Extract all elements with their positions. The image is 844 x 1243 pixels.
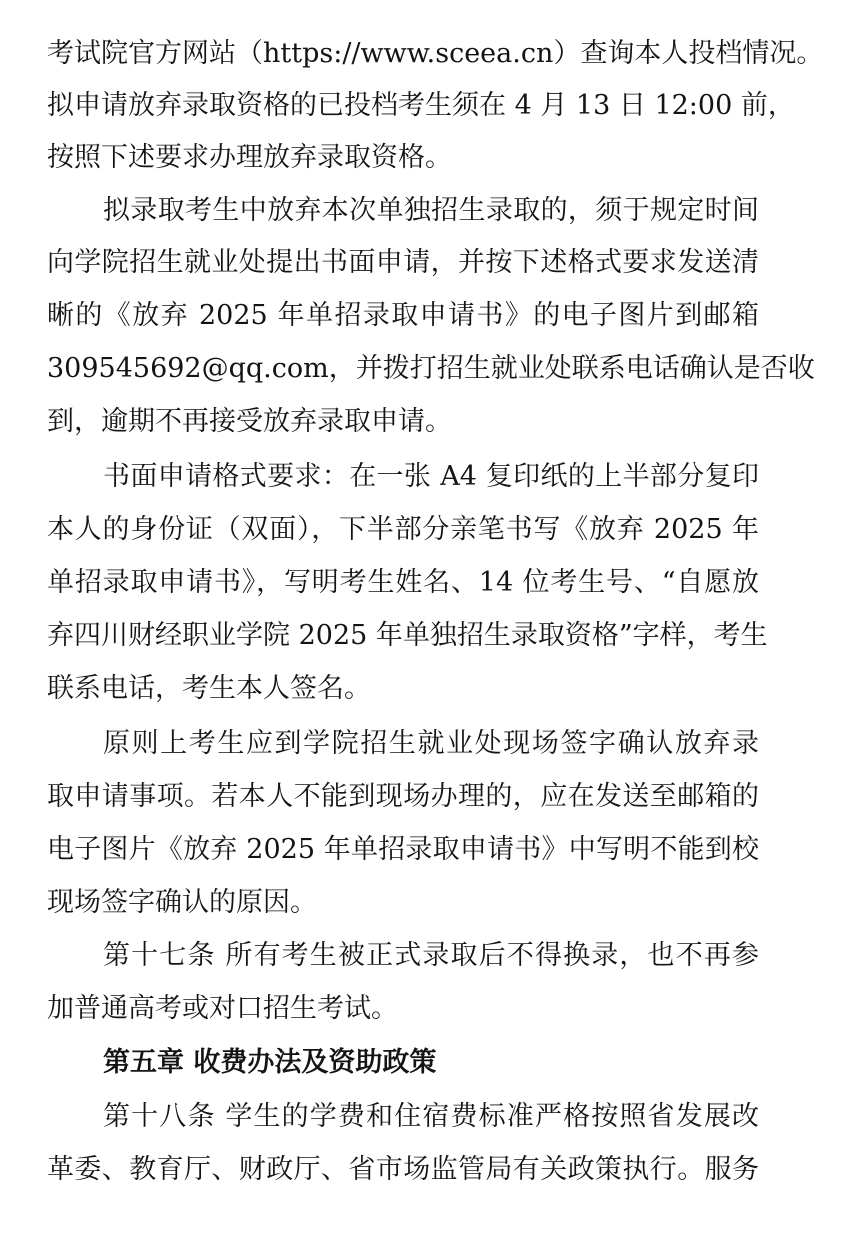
- text-line: 本人的身份证（双面），下半部分亲笔书写《放弃 2025 年: [47, 514, 759, 545]
- text-line: 向学院招生就业处提出书面申请，并按下述格式要求发送清: [47, 247, 759, 278]
- chapter-heading: 第五章 收费办法及资助政策: [103, 1047, 437, 1078]
- text-line: 拟录取考生中放弃本次单独招生录取的，须于规定时间: [103, 195, 759, 226]
- text-line: 309545692@qq.com，并拨打招生就业处联系电话确认是否收: [47, 353, 815, 384]
- text-line: 按照下述要求办理放弃录取资格。: [47, 142, 452, 173]
- text-line: 革委、教育厅、财政厅、省市场监管局有关政策执行。服务: [47, 1154, 759, 1185]
- text-line: 取申请事项。若本人不能到现场办理的，应在发送至邮箱的: [47, 781, 759, 812]
- text-line: 考试院官方网站（https://www.sceea.cn）查询本人投档情况。: [47, 38, 824, 69]
- text-line: 拟申请放弃录取资格的已投档考生须在 4 月 13 日 12:00 前，: [47, 90, 795, 121]
- article-17: 第十七条 所有考生被正式录取后不得换录，也不再参: [103, 940, 759, 971]
- text-line: 到，逾期不再接受放弃录取申请。: [47, 406, 452, 437]
- text-line: 晰的《放弃 2025 年单招录取申请书》的电子图片到邮箱: [47, 300, 759, 331]
- text-line: 单招录取申请书》，写明考生姓名、14 位考生号、“自愿放: [47, 567, 759, 598]
- text-line: 联系电话，考生本人签名。: [47, 673, 371, 704]
- text-line: 书面申请格式要求：在一张 A4 复印纸的上半部分复印: [103, 461, 759, 492]
- text-line: 现场签字确认的原因。: [47, 887, 317, 918]
- text-line: 原则上考生应到学院招生就业处现场签字确认放弃录: [103, 728, 759, 759]
- text-line: 加普通高考或对口招生考试。: [47, 993, 398, 1024]
- text-line: 弃四川财经职业学院 2025 年单独招生录取资格”字样，考生: [47, 620, 768, 651]
- article-18: 第十八条 学生的学费和住宿费标准严格按照省发展改: [103, 1101, 759, 1132]
- text-line: 电子图片《放弃 2025 年单招录取申请书》中写明不能到校: [47, 834, 759, 865]
